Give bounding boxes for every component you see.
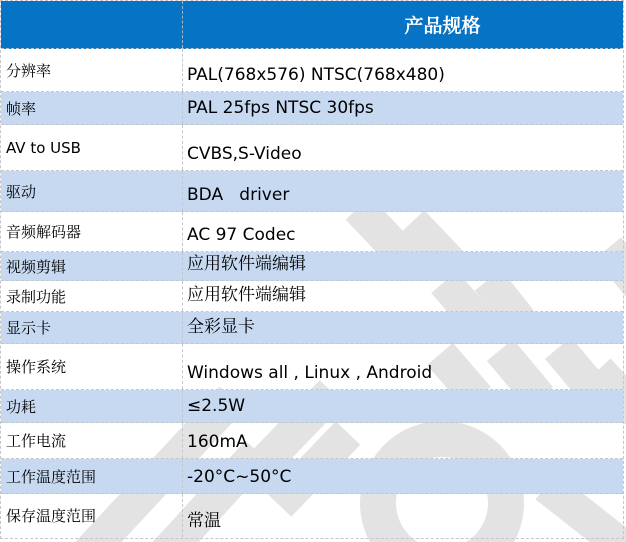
table-row-display-card bbox=[1, 312, 623, 344]
spec-label: 音频解码器 bbox=[1, 212, 183, 251]
table-row-framerate bbox=[1, 92, 623, 125]
table-row-os bbox=[1, 344, 623, 390]
spec-value: ≤2.5W bbox=[187, 396, 246, 416]
spec-value: Windows all , Linux , Android bbox=[187, 363, 433, 383]
spec-label: 帧率 bbox=[1, 92, 183, 124]
spec-label: 操作系统 bbox=[1, 344, 183, 389]
table-row-current bbox=[1, 423, 623, 459]
table-row-power bbox=[1, 390, 623, 423]
spec-label: 功耗 bbox=[1, 390, 183, 422]
spec-label: 视频剪辑 bbox=[1, 252, 183, 280]
spec-value: AC 97 Codec bbox=[187, 225, 296, 245]
spec-label: 录制功能 bbox=[1, 281, 183, 311]
table-row-storage-temp bbox=[1, 494, 623, 537]
spec-value: CVBS,S-Video bbox=[187, 144, 302, 164]
spec-value: 应用软件端编辑 bbox=[187, 254, 306, 274]
spec-label: 保存温度范围 bbox=[1, 494, 183, 537]
spec-label: 工作温度范围 bbox=[1, 459, 183, 493]
table-row-work-temp bbox=[1, 459, 623, 494]
table-title: 产品规格 bbox=[404, 15, 481, 37]
table-row-driver bbox=[1, 171, 623, 212]
spec-value: BDA driver bbox=[187, 185, 290, 205]
table-header-row bbox=[1, 1, 623, 49]
spec-label: 驱动 bbox=[1, 171, 183, 211]
spec-value: 160mA bbox=[187, 432, 248, 452]
table-row-resolution bbox=[1, 49, 623, 92]
header-empty-cell bbox=[1, 1, 183, 48]
spec-value: 应用软件端编辑 bbox=[187, 285, 306, 305]
spec-value: PAL 25fps NTSC 30fps bbox=[187, 98, 374, 118]
spec-label: AV to USB bbox=[1, 125, 183, 170]
table-row-record bbox=[1, 281, 623, 312]
spec-label: 分辨率 bbox=[1, 49, 183, 91]
spec-label: 显示卡 bbox=[1, 312, 183, 343]
spec-value: 常温 bbox=[187, 511, 221, 531]
spec-value: PAL(768x576) NTSC(768x480) bbox=[187, 65, 445, 85]
spec-value: 全彩显卡 bbox=[187, 317, 255, 337]
table-row-av-to-usb bbox=[1, 125, 623, 171]
spec-value: -20°C~50°C bbox=[187, 467, 292, 487]
table-row-video-edit bbox=[1, 252, 623, 281]
table-row-audio-codec bbox=[1, 212, 623, 252]
spec-label: 工作电流 bbox=[1, 423, 183, 458]
